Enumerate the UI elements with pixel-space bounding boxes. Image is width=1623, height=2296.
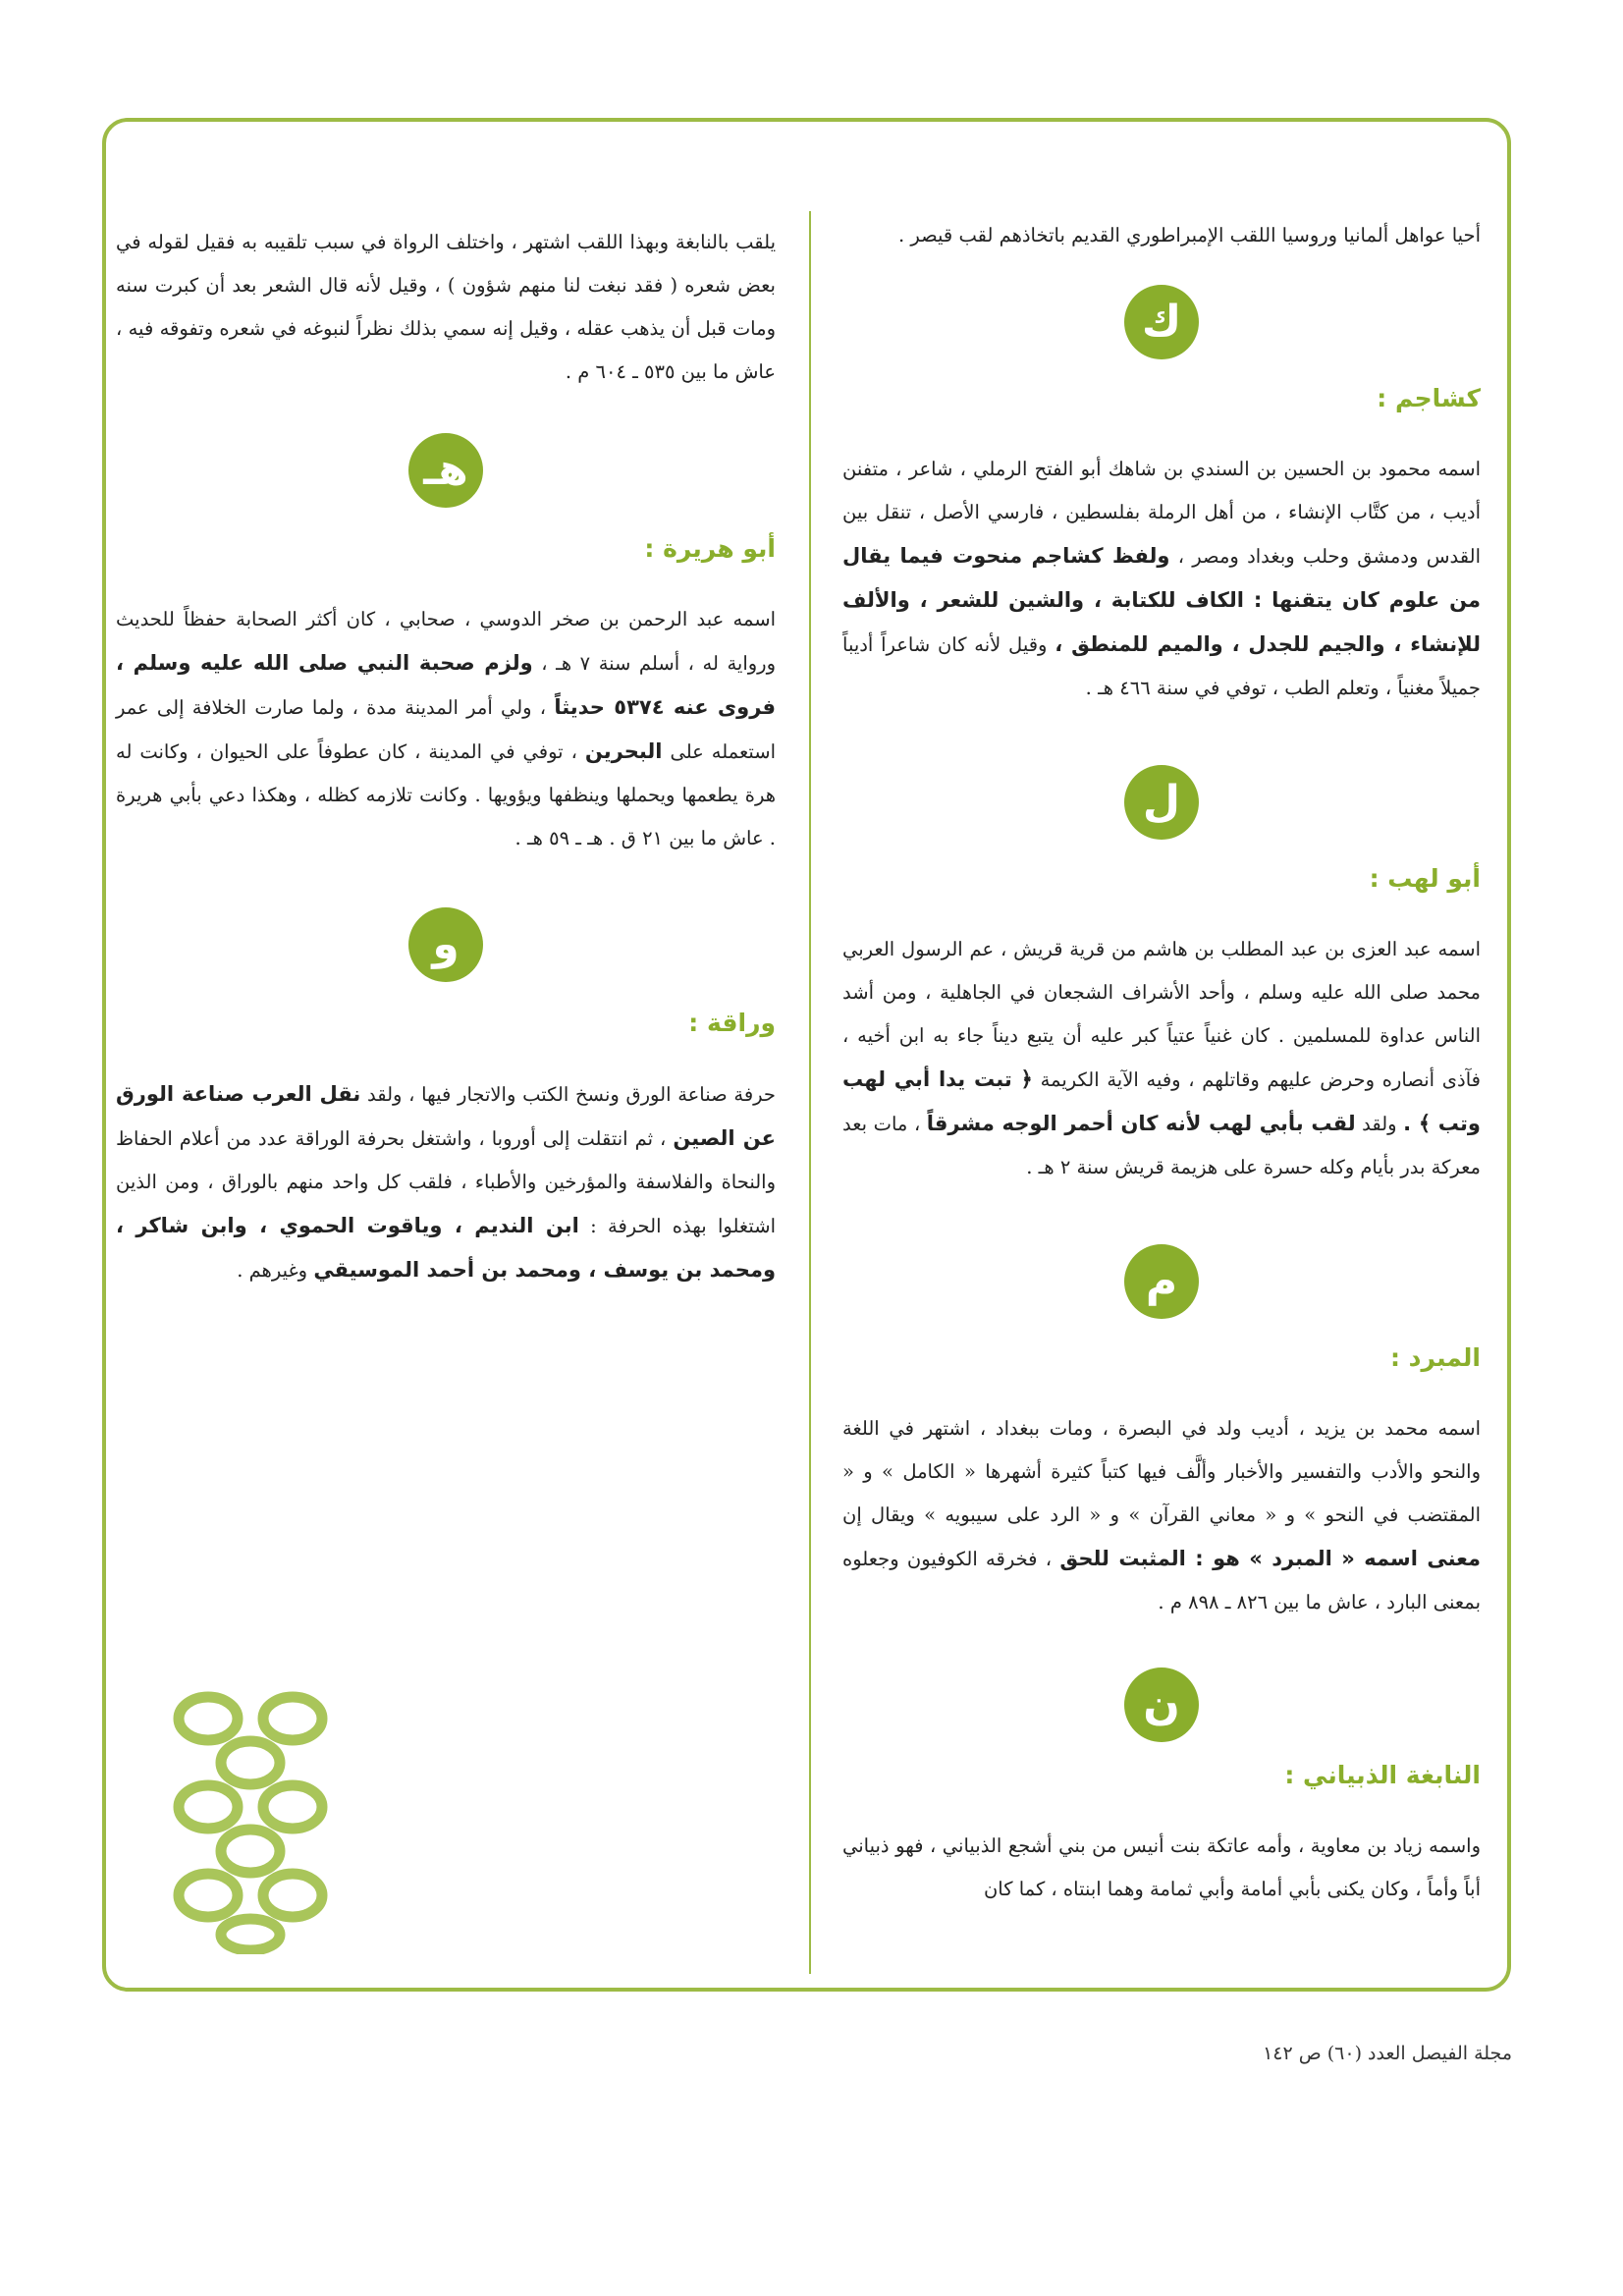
page-footer: مجلة الفيصل العدد (٦٠) ص ١٤٢: [1263, 2043, 1512, 2064]
heading-nabigha: النابغة الذبياني :: [1284, 1761, 1481, 1789]
heading-abu-lahab: أبو لهب :: [1369, 864, 1481, 893]
column-divider: [809, 211, 811, 1974]
letter-nun-icon: ن: [1124, 1667, 1199, 1742]
entry-nabigha: واسمه زياد بن معاوية ، وأمه عاتكة بنت أنيس من بني أشجع الذبياني ، فهو ذبياني أباً وأماً ، وكان يكنى بأبي أمامة وأبي ثمامة وهما ابنتاه ، كما كان: [842, 1834, 1481, 1900]
letter-ha-icon: هـ: [408, 433, 483, 508]
heading-wiraqa: وراقة :: [688, 1009, 776, 1037]
entry-almubarrad: اسمه محمد بن يزيد ، أديب ولد في البصرة ، ومات ببغداد ، اشتهر في اللغة والنحو والأدب والتفسير والأخبار وألَّف فيها كتباً كثيرة أشهرها « الكامل » و « المقتضب في النحو » و « معاني القرآن » و « الرد على سيبويه » ويقال إن معنى اسمه « المبرد » هو : المثبت للحق ، فخرقه الكوفيون وجعلوه بمعنى البارد ، عاش ما بين ٨٢٦ ـ ٨٩٨ م .: [842, 1417, 1481, 1613]
letter-mim-icon: م: [1124, 1244, 1199, 1319]
entry-abu-hurayra: اسمه عبد الرحمن بن صخر الدوسي ، صحابي ، كان أكثر الصحابة حفظاً للحديث ورواية له ، أسلم سنة ٧ هـ ، ولزم صحبة النبي صلى الله عليه وسلم ، فروى عنه ٥٣٧٤ حديثاً ، ولي أمر المدينة مدة ، ولما صارت الخلافة إلى عمر استعمله على البحرين ، توفي في المدينة ، كان عطوفاً على الحيوان ، وكانت له هرة يطعمها ويحملها وينظفها ويؤويها . وكانت تلازمه كظله ، وهكذا دعي بأبي هريرة . عاش ما بين ٢١ ق . هـ ـ ٥٩ هـ .: [116, 608, 777, 849]
ornament-icon: [167, 1689, 334, 1954]
letter-waw-icon: و: [408, 907, 483, 982]
heading-kushajim: كشاجم :: [1377, 384, 1481, 412]
left-column: [116, 221, 776, 1292]
letter-lam-icon: ل: [1124, 765, 1199, 840]
nabigha-continued: يلقب بالنابغة وبهذا اللقب اشتهر ، واختلف الرواة في سبب تلقيبه به فقيل لقوله في بعض شعره ( فقد نبغت لنا منهم شؤون ) ، وقيل لأنه قال الشعر بعد أن كبرت سنه ومات قبل أن يذهب عقله ، وقيل إنه سمي بذلك نظراً لنبوغه في شعره وتفوقه فيه ، عاش ما بين ٥٣٥ ـ ٦٠٤ م .: [116, 231, 776, 383]
right-column: [842, 214, 1481, 1911]
heading-abu-hurayra: أبو هريرة :: [644, 534, 776, 563]
entry-wiraqa: حرفة صناعة الورق ونسخ الكتب والاتجار فيها ، ولقد نقل العرب صناعة الورق عن الصين ، ثم انتقلت إلى أوروبا ، واشتغل بحرفة الوراقة عدد من أعلام الحفاظ والنحاة والفلاسفة والمؤرخين والأطباء ، فلقب كل واحد منهم بالوراق ، ومن الذين اشتغلوا بهذه الحرفة : ابن النديم ، وياقوت الحموي ، وابن شاكر ، ومحمد بن يوسف ، ومحمد بن أحمد الموسيقي وغيرهم .: [116, 1082, 777, 1282]
heading-almubarrad: المبرد :: [1389, 1343, 1481, 1372]
intro-line: أحيا عواهل ألمانيا وروسيا اللقب الإمبراطوري القديم باتخاذهم لقب قيصر .: [897, 224, 1481, 246]
entry-abu-lahab: اسمه عبد العزى بن عبد المطلب بن هاشم من قرية قريش ، عم الرسول العربي محمد صلى الله عليه وسلم ، وأحد الأشراف الشجعان في الجاهلية ، ومن أشد الناس عداوة للمسلمين . كان غنياً عتياً كبر عليه أن يتبع ديناً جاء به ابن أخيه ، فآذى أنصاره وحرض عليهم وقاتلهم ، وفيه الآية الكريمة ﴿ تبت يدا أبي لهب وتب ﴾ . ولقد لقب بأبي لهب لأنه كان أحمر الوجه مشرقاً ، مات بعد معركة بدر بأيام وكله حسرة على هزيمة قريش سنة ٢ هـ .: [842, 938, 1482, 1178]
entry-kushajim: اسمه محمود بن الحسين بن السندي بن شاهك أبو الفتح الرملي ، شاعر ، متفنن أديب ، من كتَّاب الإنشاء ، من أهل الرملة بفلسطين ، فارسي الأصل ، تنقل بين القدس ودمشق وحلب وبغداد ومصر ، ولفظ كشاجم منحوت فيما يقال من علوم كان يتقنها : الكاف للكتابة ، والشين للشعر ، والألف للإنشاء ، والجيم للجدل ، والميم للمنطق ، وقيل لأنه كان شاعراً أديباً جميلاً مغنياً ، وتعلم الطب ، توفي في سنة ٤٦٦ هـ .: [842, 458, 1481, 699]
letter-kaf-icon: ك: [1124, 285, 1199, 359]
